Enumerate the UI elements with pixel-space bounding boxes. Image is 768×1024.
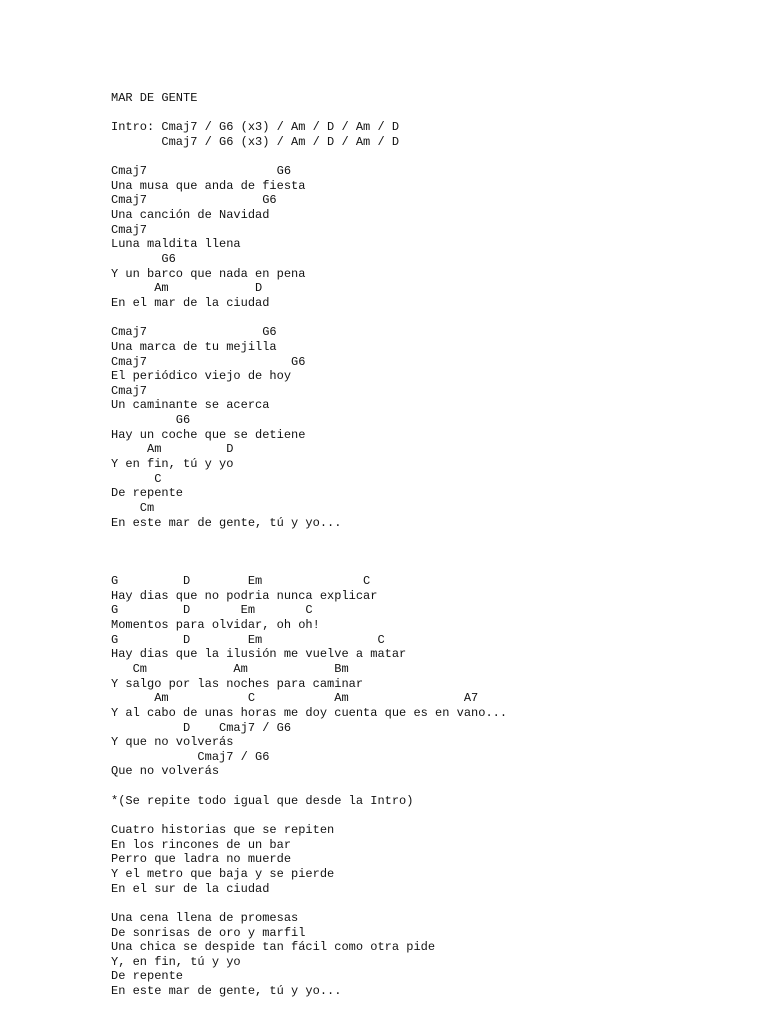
lyric-line: Que no volverás (111, 764, 220, 779)
song-title: MAR DE GENTE (111, 91, 198, 105)
lyric-line: En el mar de la ciudad (111, 295, 270, 310)
lyric-line: Cmaj7 / G6 (111, 749, 270, 764)
lyric-line: Hay dias que no podria nunca explicar (111, 588, 378, 603)
lyric-line: D Cmaj7 / G6 (111, 720, 292, 735)
lyric-line: Una marca de tu mejilla (111, 339, 277, 354)
lyric-line: Y el metro que baja y se pierde (111, 866, 335, 881)
lyric-line: G6 (111, 413, 191, 428)
lyric-line: Cmaj7 G6 (111, 164, 292, 179)
lyric-line: De sonrisas de oro y marfil (111, 925, 306, 940)
lyrics-sheet (111, 91, 507, 999)
lyric-line: Am C Am A7 (111, 691, 479, 706)
lyric-line: Cm Am Bm (111, 661, 349, 676)
lyric-line (111, 779, 507, 794)
lyric-line: Cmaj7 (111, 383, 148, 398)
lyric-line: Luna maldita llena (111, 237, 241, 252)
lyric-line: Cmaj7 G6 (111, 325, 277, 340)
lyric-line: De repente (111, 969, 184, 984)
lyric-line (111, 808, 507, 823)
lyric-line: Una canción de Navidad (111, 208, 270, 223)
lyric-line: En el sur de la ciudad (111, 881, 270, 896)
lyric-line: En este mar de gente, tú y yo... (111, 515, 342, 530)
lyric-line (111, 311, 507, 326)
lyric-line: Hay un coche que se detiene (111, 427, 306, 442)
lyric-line: Cmaj7 (111, 222, 148, 237)
lyric-line: Y, en fin, tú y yo (111, 954, 241, 969)
lyric-line: Momentos para olvidar, oh oh! (111, 618, 320, 633)
lyric-line: De repente (111, 486, 184, 501)
lyric-line: Cuatro historias que se repiten (111, 823, 335, 838)
lyric-line: Una chica se despide tan fácil como otra pide (111, 940, 436, 955)
lyric-line: Una musa que anda de fiesta (111, 178, 306, 193)
lyric-line: Cmaj7 / G6 (x3) / Am / D / Am / D (111, 134, 400, 149)
lyric-line: En los rincones de un bar (111, 837, 292, 852)
lyric-line: Y un barco que nada en pena (111, 266, 306, 281)
lyric-line (111, 106, 507, 121)
lyric-line: *(Se repite todo igual que desde la Intro) (111, 793, 414, 808)
lyric-line: Cmaj7 G6 (111, 354, 306, 369)
lyric-line: Perro que ladra no muerde (111, 852, 292, 867)
lyric-line: Cm (111, 500, 155, 515)
lyric-line: Un caminante se acerca (111, 398, 270, 413)
lyric-line: Y al cabo de unas horas me doy cuenta que es en vano... (111, 705, 508, 720)
lyric-line (111, 896, 507, 911)
lyric-line: Am D (111, 442, 234, 457)
lyric-line: G6 (111, 252, 176, 267)
lyric-line: G D Em C (111, 603, 313, 618)
lyric-line (111, 530, 507, 545)
lyric-line: Cmaj7 G6 (111, 193, 277, 208)
lyric-line: En este mar de gente, tú y yo... (111, 984, 342, 999)
lyric-line: Y que no volverás (111, 735, 234, 750)
lyric-line: Intro: Cmaj7 / G6 (x3) / Am / D / Am / D (111, 120, 400, 135)
lyric-line: G D Em C (111, 574, 371, 589)
lyric-line (111, 150, 507, 165)
lyric-line: Y en fin, tú y yo (111, 457, 234, 472)
lyric-line: C (111, 471, 162, 486)
lyric-line: Am D (111, 281, 263, 296)
lyric-line: Una cena llena de promesas (111, 910, 299, 925)
lyric-line: G D Em C (111, 632, 385, 647)
lyric-line: El periódico viejo de hoy (111, 369, 292, 384)
lyric-line: Y salgo por las noches para caminar (111, 676, 364, 691)
lyric-line (111, 560, 507, 575)
lyric-line: Hay dias que la ilusión me vuelve a matar (111, 647, 407, 662)
lyric-line (111, 545, 507, 560)
